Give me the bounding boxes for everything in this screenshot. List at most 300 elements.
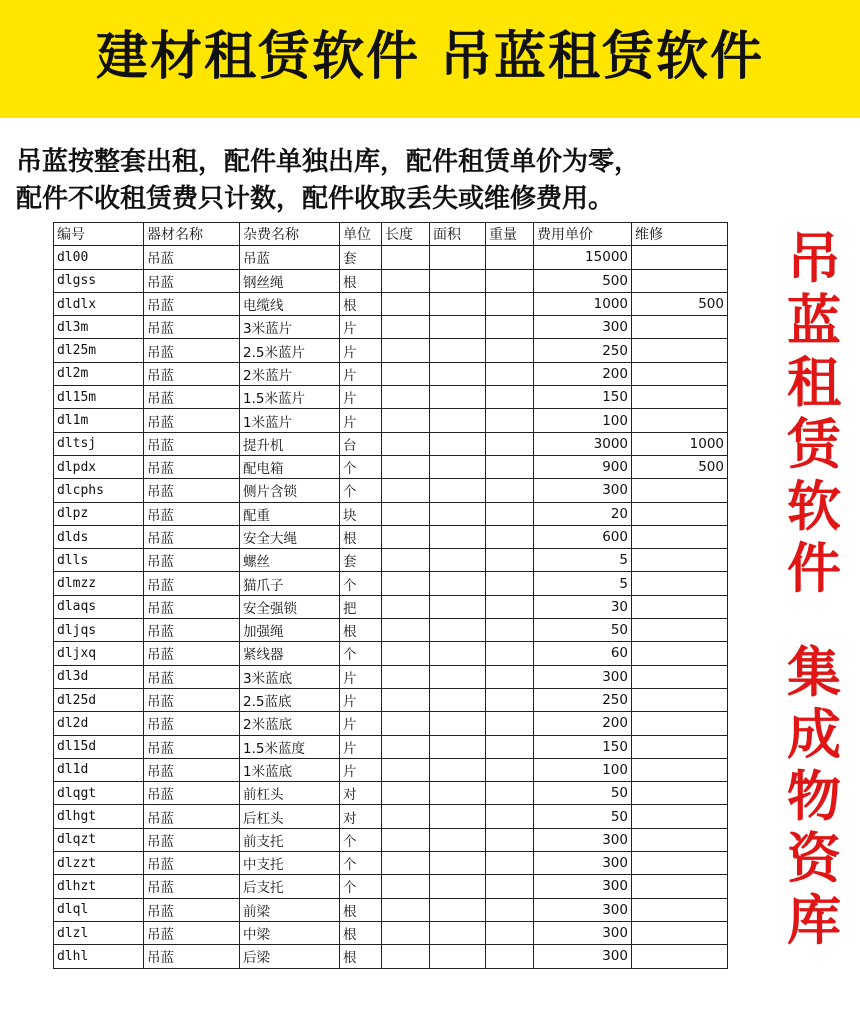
- table-cell: 前杠头: [240, 782, 340, 805]
- table-cell: dl3d: [54, 665, 144, 688]
- table-cell: 个: [340, 455, 382, 478]
- table-row: [54, 525, 728, 548]
- table-cell: [486, 269, 534, 292]
- table-cell: 个: [340, 642, 382, 665]
- table-cell: dldlx: [54, 292, 144, 315]
- table-cell: [486, 758, 534, 781]
- table-header-row: [54, 223, 728, 246]
- table-cell: 吊蓝: [144, 852, 240, 875]
- table-cell: [430, 828, 486, 851]
- table-cell: [382, 619, 430, 642]
- table-cell: 后梁: [240, 945, 340, 968]
- table-cell: dlcphs: [54, 479, 144, 502]
- table-cell: dljqs: [54, 619, 144, 642]
- table-cell: [486, 362, 534, 385]
- table-cell: 根: [340, 525, 382, 548]
- table-cell: [430, 409, 486, 432]
- column-header: 费用单价: [534, 223, 632, 246]
- table-cell: [486, 665, 534, 688]
- table-cell: [632, 735, 728, 758]
- table-cell: 片: [340, 735, 382, 758]
- table-row: [54, 246, 728, 269]
- table-cell: 配电箱: [240, 455, 340, 478]
- table-cell: [632, 945, 728, 968]
- table-cell: [382, 572, 430, 595]
- table-cell: [486, 619, 534, 642]
- table-cell: [486, 479, 534, 502]
- table-cell: dlds: [54, 525, 144, 548]
- table-cell: [430, 875, 486, 898]
- table-cell: dlhgt: [54, 805, 144, 828]
- column-header: 编号: [54, 223, 144, 246]
- table-cell: 吊蓝: [144, 945, 240, 968]
- table-cell: [486, 828, 534, 851]
- table-cell: 20: [534, 502, 632, 525]
- table-cell: 个: [340, 479, 382, 502]
- table-cell: 1米蓝片: [240, 409, 340, 432]
- table-cell: [382, 432, 430, 455]
- table-cell: 吊蓝: [144, 898, 240, 921]
- table-cell: 吊蓝: [144, 735, 240, 758]
- table-cell: [382, 665, 430, 688]
- table-cell: 吊蓝: [144, 292, 240, 315]
- side-text-material-library: 集 成 物 资 库: [787, 641, 841, 952]
- table-cell: [632, 782, 728, 805]
- table-cell: 吊蓝: [144, 432, 240, 455]
- table-cell: [632, 572, 728, 595]
- table-cell: 片: [340, 362, 382, 385]
- title-banner: [0, 0, 860, 118]
- table-cell: [382, 269, 430, 292]
- table-cell: [430, 665, 486, 688]
- table-cell: [486, 246, 534, 269]
- table-cell: 30: [534, 595, 632, 618]
- table-cell: 台: [340, 432, 382, 455]
- table-cell: 2.5蓝底: [240, 688, 340, 711]
- table-cell: [382, 246, 430, 269]
- table-cell: [632, 479, 728, 502]
- table-cell: [430, 595, 486, 618]
- table-cell: dlls: [54, 549, 144, 572]
- table-cell: [486, 945, 534, 968]
- column-header: 长度: [382, 223, 430, 246]
- table-cell: 50: [534, 619, 632, 642]
- table-cell: [382, 525, 430, 548]
- table-cell: [430, 502, 486, 525]
- table-row: [54, 828, 728, 851]
- table-cell: 个: [340, 828, 382, 851]
- table-cell: 紧线器: [240, 642, 340, 665]
- table-row: [54, 339, 728, 362]
- table-cell: dlgss: [54, 269, 144, 292]
- table-cell: 1.5米蓝片: [240, 386, 340, 409]
- table-cell: 安全大绳: [240, 525, 340, 548]
- table-cell: [430, 805, 486, 828]
- table-cell: 片: [340, 409, 382, 432]
- table-cell: [382, 945, 430, 968]
- table-cell: 1000: [534, 292, 632, 315]
- table-cell: dl1d: [54, 758, 144, 781]
- table-cell: [632, 386, 728, 409]
- table-cell: [486, 316, 534, 339]
- table-cell: [430, 572, 486, 595]
- table-cell: 1000: [632, 432, 728, 455]
- table-cell: 吊蓝: [144, 409, 240, 432]
- table-cell: 根: [340, 898, 382, 921]
- table-cell: [430, 782, 486, 805]
- table-row: [54, 409, 728, 432]
- table-cell: 3米蓝片: [240, 316, 340, 339]
- table-cell: [382, 875, 430, 898]
- table-cell: [382, 292, 430, 315]
- table-row: [54, 898, 728, 921]
- table-row: [54, 642, 728, 665]
- table-cell: [430, 758, 486, 781]
- description-line-2: 配件不收租赁费只计数，配件收取丢失或维修费用。: [16, 184, 615, 214]
- table-cell: [486, 782, 534, 805]
- table-cell: [632, 712, 728, 735]
- table-cell: [430, 735, 486, 758]
- table-cell: 前梁: [240, 898, 340, 921]
- table-cell: 片: [340, 665, 382, 688]
- table-cell: [486, 642, 534, 665]
- table-cell: 300: [534, 875, 632, 898]
- table-cell: dlaqs: [54, 595, 144, 618]
- table-cell: 中梁: [240, 921, 340, 944]
- table-cell: 吊蓝: [144, 805, 240, 828]
- table-cell: 吊蓝: [144, 619, 240, 642]
- table-cell: 300: [534, 852, 632, 875]
- table-row: [54, 316, 728, 339]
- table-cell: [382, 712, 430, 735]
- table-cell: 50: [534, 782, 632, 805]
- table-cell: 吊蓝: [144, 549, 240, 572]
- table-cell: [632, 619, 728, 642]
- table-cell: [382, 549, 430, 572]
- table-cell: 根: [340, 619, 382, 642]
- table-cell: [430, 921, 486, 944]
- table-cell: 300: [534, 828, 632, 851]
- column-header: 杂费名称: [240, 223, 340, 246]
- table-cell: dl1m: [54, 409, 144, 432]
- table-cell: [486, 875, 534, 898]
- table-cell: [486, 735, 534, 758]
- column-header: 维修: [632, 223, 728, 246]
- table-cell: 吊蓝: [144, 595, 240, 618]
- table-cell: 5: [534, 572, 632, 595]
- table-cell: 200: [534, 712, 632, 735]
- table-cell: [430, 479, 486, 502]
- table-cell: 吊蓝: [144, 455, 240, 478]
- table-cell: [632, 502, 728, 525]
- table-cell: 根: [340, 945, 382, 968]
- table-cell: [430, 455, 486, 478]
- table-cell: [382, 386, 430, 409]
- table-cell: [632, 642, 728, 665]
- table-cell: 电缆线: [240, 292, 340, 315]
- table-row: [54, 549, 728, 572]
- table-cell: [486, 525, 534, 548]
- table-cell: [486, 712, 534, 735]
- table-cell: [382, 339, 430, 362]
- table-cell: [430, 549, 486, 572]
- table-cell: 吊蓝: [144, 828, 240, 851]
- table-cell: 2米蓝底: [240, 712, 340, 735]
- table-cell: 2.5米蓝片: [240, 339, 340, 362]
- table-cell: [632, 246, 728, 269]
- table-row: [54, 758, 728, 781]
- table-cell: 250: [534, 339, 632, 362]
- table-cell: 300: [534, 898, 632, 921]
- table-cell: 猫爪子: [240, 572, 340, 595]
- column-header: 面积: [430, 223, 486, 246]
- table-cell: 个: [340, 572, 382, 595]
- table-cell: 侧片含锁: [240, 479, 340, 502]
- table-cell: dlzzt: [54, 852, 144, 875]
- side-text-rental-software: 吊 蓝 租 赁 软 件: [787, 227, 841, 600]
- table-cell: [430, 339, 486, 362]
- table-cell: [632, 921, 728, 944]
- table-cell: 吊蓝: [144, 502, 240, 525]
- table-cell: [382, 735, 430, 758]
- table-cell: 根: [340, 269, 382, 292]
- table-cell: [430, 642, 486, 665]
- table-row: [54, 735, 728, 758]
- table-cell: dlmzz: [54, 572, 144, 595]
- table-cell: 1.5米蓝度: [240, 735, 340, 758]
- table-cell: 块: [340, 502, 382, 525]
- column-header: 单位: [340, 223, 382, 246]
- table-cell: dljxq: [54, 642, 144, 665]
- table-cell: 片: [340, 316, 382, 339]
- table-cell: [632, 339, 728, 362]
- table-cell: dl25m: [54, 339, 144, 362]
- table-cell: 60: [534, 642, 632, 665]
- table-row: [54, 479, 728, 502]
- table-cell: 对: [340, 805, 382, 828]
- table-cell: 吊蓝: [240, 246, 340, 269]
- table-cell: 片: [340, 688, 382, 711]
- table-cell: [382, 852, 430, 875]
- table-cell: [430, 362, 486, 385]
- table-cell: dlzl: [54, 921, 144, 944]
- table-row: [54, 292, 728, 315]
- table-cell: 片: [340, 712, 382, 735]
- banner-title: 建材租赁软件 吊蓝租赁软件: [95, 27, 765, 87]
- table-cell: [632, 852, 728, 875]
- table-cell: 吊蓝: [144, 782, 240, 805]
- table-cell: dl2m: [54, 362, 144, 385]
- table-cell: 300: [534, 665, 632, 688]
- table-cell: [486, 572, 534, 595]
- table-cell: [486, 339, 534, 362]
- table-row: [54, 386, 728, 409]
- table-cell: [486, 455, 534, 478]
- table-cell: [430, 386, 486, 409]
- table-cell: 吊蓝: [144, 875, 240, 898]
- table-cell: 螺丝: [240, 549, 340, 572]
- table-cell: [430, 316, 486, 339]
- table-row: [54, 712, 728, 735]
- table-row: [54, 805, 728, 828]
- table-row: [54, 665, 728, 688]
- table-cell: dlqzt: [54, 828, 144, 851]
- table-cell: 个: [340, 875, 382, 898]
- table-cell: 片: [340, 339, 382, 362]
- table-cell: 片: [340, 386, 382, 409]
- table-cell: 吊蓝: [144, 688, 240, 711]
- table-cell: dl3m: [54, 316, 144, 339]
- table-cell: [430, 712, 486, 735]
- table-cell: 300: [534, 316, 632, 339]
- table-cell: dlhl: [54, 945, 144, 968]
- table-cell: dltsj: [54, 432, 144, 455]
- table-cell: [382, 782, 430, 805]
- table-cell: [632, 828, 728, 851]
- table-cell: dl2d: [54, 712, 144, 735]
- table-cell: [632, 362, 728, 385]
- table-cell: [382, 455, 430, 478]
- table-cell: [430, 898, 486, 921]
- table-cell: 片: [340, 758, 382, 781]
- table-cell: 15000: [534, 246, 632, 269]
- table-cell: dl15m: [54, 386, 144, 409]
- table-row: [54, 595, 728, 618]
- table-cell: [430, 292, 486, 315]
- price-table: [53, 222, 728, 969]
- table-cell: 500: [632, 292, 728, 315]
- table-cell: 吊蓝: [144, 758, 240, 781]
- table-cell: dlql: [54, 898, 144, 921]
- table-cell: [382, 758, 430, 781]
- table-cell: 钢丝绳: [240, 269, 340, 292]
- table-cell: 250: [534, 688, 632, 711]
- table-cell: [382, 642, 430, 665]
- table-row: [54, 502, 728, 525]
- table-cell: [632, 595, 728, 618]
- table-cell: 根: [340, 292, 382, 315]
- table-cell: 配重: [240, 502, 340, 525]
- table-cell: [632, 525, 728, 548]
- table-cell: [430, 269, 486, 292]
- table-cell: [486, 852, 534, 875]
- table-cell: 5: [534, 549, 632, 572]
- table-row: [54, 875, 728, 898]
- table-cell: 50: [534, 805, 632, 828]
- table-cell: 中支托: [240, 852, 340, 875]
- table-cell: 把: [340, 595, 382, 618]
- table-cell: [430, 688, 486, 711]
- table-cell: [486, 502, 534, 525]
- table-cell: [632, 665, 728, 688]
- table-cell: 后支托: [240, 875, 340, 898]
- table-cell: dl00: [54, 246, 144, 269]
- table-cell: [430, 945, 486, 968]
- table-cell: [632, 758, 728, 781]
- table-cell: [632, 269, 728, 292]
- table-cell: [632, 409, 728, 432]
- table-cell: [382, 362, 430, 385]
- table-cell: 1米蓝底: [240, 758, 340, 781]
- table-cell: 后杠头: [240, 805, 340, 828]
- table-cell: dl15d: [54, 735, 144, 758]
- table-cell: dlhzt: [54, 875, 144, 898]
- table-cell: [382, 502, 430, 525]
- table-cell: 500: [632, 455, 728, 478]
- table-cell: [382, 805, 430, 828]
- table-cell: [486, 805, 534, 828]
- table-cell: [632, 316, 728, 339]
- table-cell: 套: [340, 246, 382, 269]
- table-cell: [486, 688, 534, 711]
- table-cell: 吊蓝: [144, 479, 240, 502]
- table-cell: [430, 619, 486, 642]
- table-cell: dlpz: [54, 502, 144, 525]
- table-cell: [430, 525, 486, 548]
- table-row: [54, 619, 728, 642]
- table-cell: 吊蓝: [144, 269, 240, 292]
- table-cell: 600: [534, 525, 632, 548]
- table-row: [54, 269, 728, 292]
- table-cell: 吊蓝: [144, 386, 240, 409]
- table-cell: [382, 898, 430, 921]
- table-cell: [486, 292, 534, 315]
- table-cell: 吊蓝: [144, 246, 240, 269]
- table-row: [54, 572, 728, 595]
- table-cell: dlpdx: [54, 455, 144, 478]
- table-cell: [486, 921, 534, 944]
- table-cell: 套: [340, 549, 382, 572]
- table-cell: 吊蓝: [144, 362, 240, 385]
- table-cell: [382, 595, 430, 618]
- table-cell: [382, 316, 430, 339]
- table-cell: [486, 409, 534, 432]
- table-row: [54, 921, 728, 944]
- table-row: [54, 455, 728, 478]
- table-cell: 对: [340, 782, 382, 805]
- table-cell: [382, 479, 430, 502]
- table-cell: 500: [534, 269, 632, 292]
- table-cell: 150: [534, 735, 632, 758]
- table-cell: [486, 386, 534, 409]
- table-cell: 200: [534, 362, 632, 385]
- table-cell: [486, 898, 534, 921]
- table-cell: 吊蓝: [144, 712, 240, 735]
- table-cell: 根: [340, 921, 382, 944]
- table-row: [54, 945, 728, 968]
- table-row: [54, 852, 728, 875]
- table-cell: 吊蓝: [144, 572, 240, 595]
- table-cell: 吊蓝: [144, 665, 240, 688]
- table-cell: 300: [534, 945, 632, 968]
- table-cell: [430, 852, 486, 875]
- table-cell: 3000: [534, 432, 632, 455]
- table-cell: [486, 595, 534, 618]
- table-cell: [430, 246, 486, 269]
- table-cell: 100: [534, 758, 632, 781]
- table-cell: 个: [340, 852, 382, 875]
- table-cell: [486, 432, 534, 455]
- table-cell: [632, 805, 728, 828]
- table-cell: 安全强锁: [240, 595, 340, 618]
- table-cell: [486, 549, 534, 572]
- table-cell: 3米蓝底: [240, 665, 340, 688]
- table-cell: [632, 549, 728, 572]
- table-cell: [382, 921, 430, 944]
- table-cell: 吊蓝: [144, 921, 240, 944]
- description-line-1: 吊蓝按整套出租，配件单独出库，配件租赁单价为零，: [16, 147, 641, 177]
- table-row: [54, 432, 728, 455]
